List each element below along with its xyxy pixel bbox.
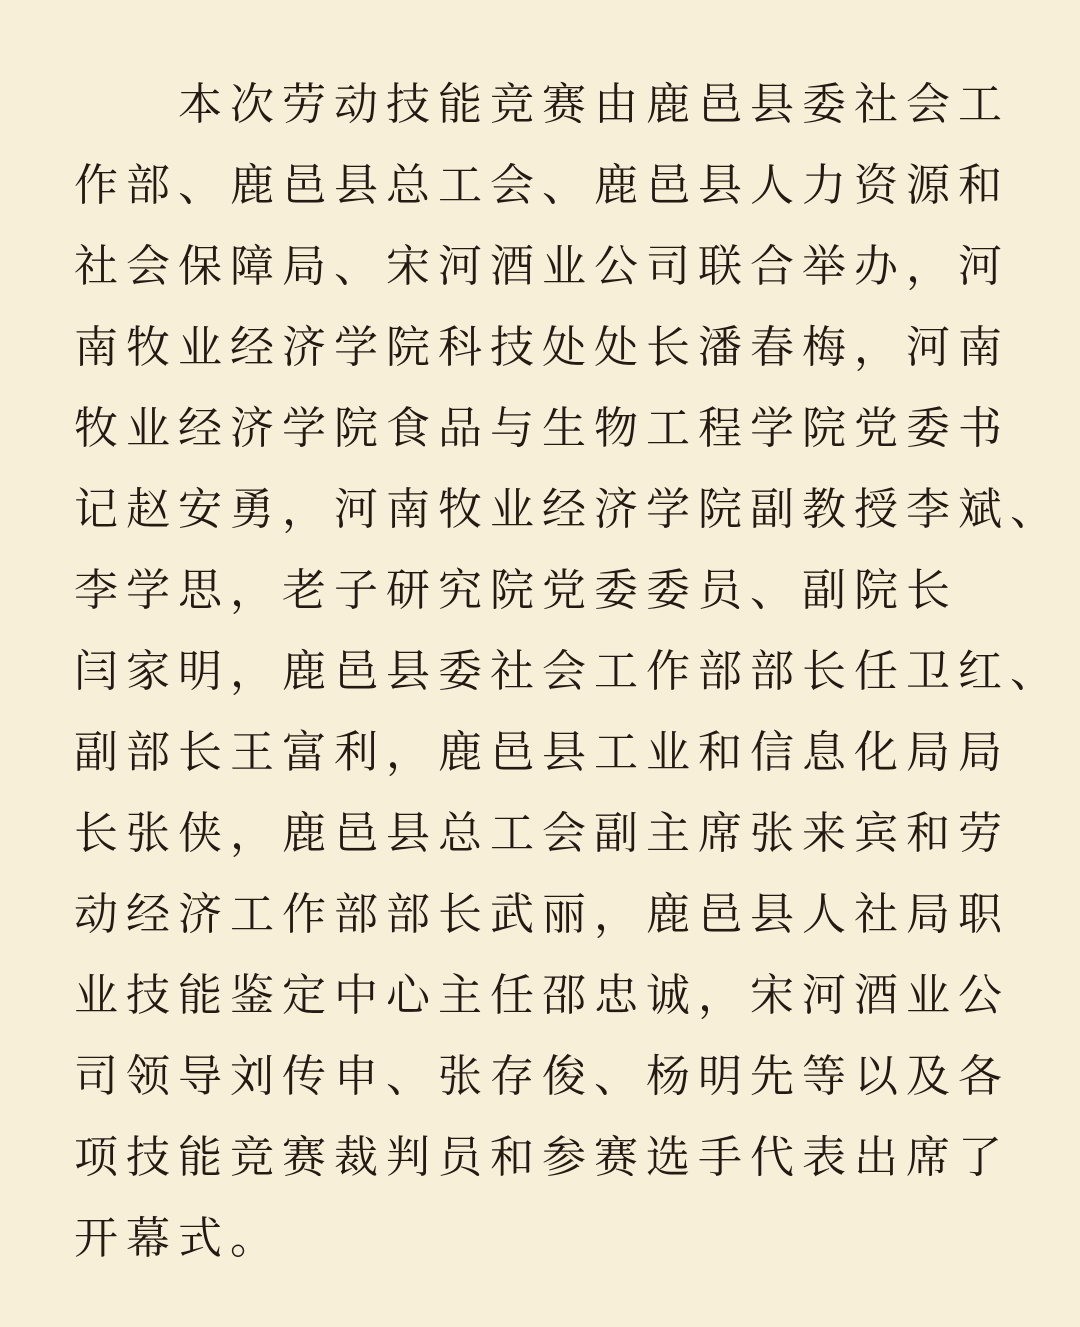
paragraph-line: 记赵安勇，河南牧业经济学院副教授李斌、 (74, 484, 1062, 535)
paragraph-line: 动经济工作部部长武丽，鹿邑县人社局职 (74, 889, 1010, 940)
paragraph-line: 项技能竞赛裁判员和参赛选手代表出席了 (74, 1132, 1010, 1183)
paragraph-line: 司领导刘传申、张存俊、杨明先等以及各 (74, 1051, 1010, 1102)
paragraph-line: 开幕式。 (74, 1213, 282, 1264)
paragraph-line: 社会保障局、宋河酒业公司联合举办，河 (74, 241, 1010, 292)
paragraph-line: 业技能鉴定中心主任邵忠诚，宋河酒业公 (74, 970, 1010, 1021)
article-body (74, 64, 1062, 1279)
paragraph-line: 牧业经济学院食品与生物工程学院党委书 (74, 403, 1010, 454)
paragraph-line: 李学思，老子研究院党委委员、副院长 (74, 565, 958, 616)
paragraph-line: 副部长王富利，鹿邑县工业和信息化局局 (74, 727, 1010, 778)
paragraph-line: 本次劳动技能竞赛由鹿邑县委社会工 (178, 79, 1010, 130)
paragraph-line: 闫家明，鹿邑县委社会工作部部长任卫红、 (74, 646, 1062, 697)
paragraph-line: 南牧业经济学院科技处处长潘春梅，河南 (74, 322, 1010, 373)
paragraph-line: 长张侠，鹿邑县总工会副主席张来宾和劳 (74, 808, 1010, 859)
paragraph-line: 作部、鹿邑县总工会、鹿邑县人力资源和 (74, 160, 1010, 211)
